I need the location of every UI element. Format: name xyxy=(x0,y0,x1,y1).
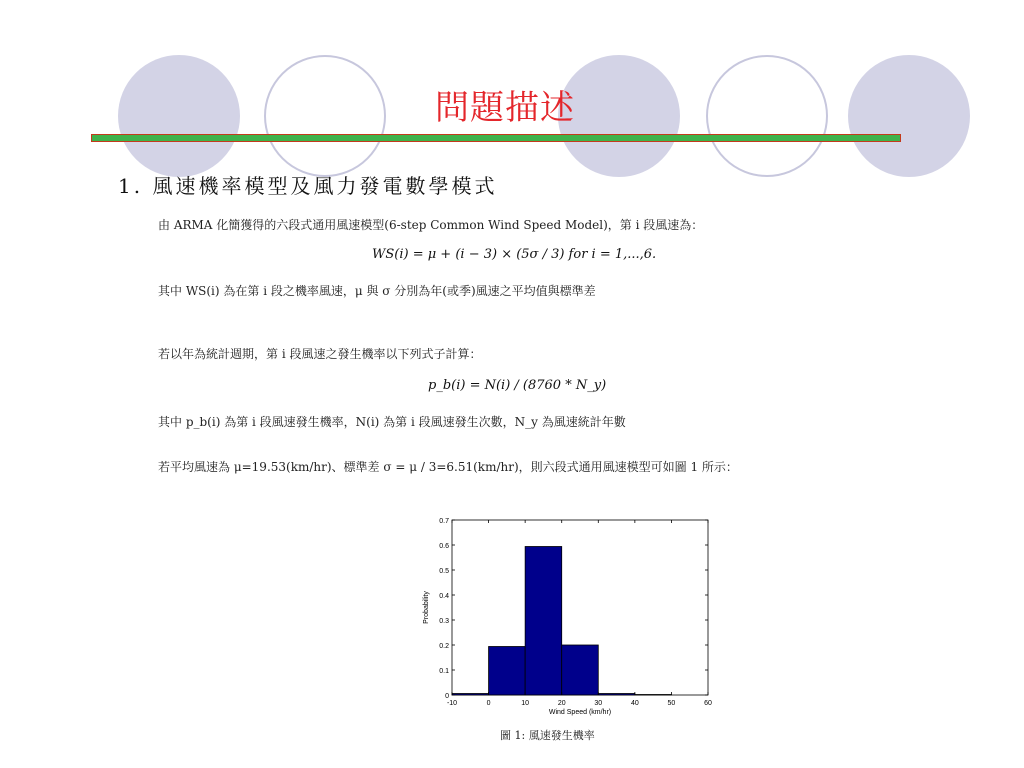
paragraph-example-values: 若平均風速為 μ=19.53(km/hr)、標準差 σ = μ / 3=6.51(km/hr)，則六段式通用風速模型可如圖 1 所示： xyxy=(158,460,738,474)
bar-0 xyxy=(452,694,489,696)
y-tick-label-6: 0.6 xyxy=(439,543,449,550)
chart-svg xyxy=(412,510,722,720)
y-tick-label-5: 0.5 xyxy=(439,568,449,575)
y-tick-label-0: 0 xyxy=(445,693,449,700)
paragraph-probability-intro: 若以年為統計週期，第 i 段風速之發生機率以下列式子計算： xyxy=(158,347,482,361)
paragraph-pb-definition: 其中 p_b(i) 為第 i 段風速發生機率，N(i) 為第 i 段風速發生次數，N_y 為風速統計年數 xyxy=(158,415,626,429)
y-tick-label-2: 0.2 xyxy=(439,643,449,650)
wind-speed-probability-chart xyxy=(412,510,722,720)
bar-4 xyxy=(598,694,635,696)
equation-wind-speed: WS(i) = μ + (i − 3) × (5σ / 3) for i = 1,...,6. xyxy=(372,247,657,262)
title-underline-bar xyxy=(91,134,901,142)
decor-circle-2 xyxy=(264,55,386,177)
x-tick-label-1: 0 xyxy=(486,700,491,707)
slide-title: 問題描述 xyxy=(435,88,575,128)
section-heading: 1. 風速機率模型及風力發電數學模式 xyxy=(118,174,498,198)
bar-1 xyxy=(489,647,526,696)
x-tick-label-3: 20 xyxy=(557,700,566,707)
bar-3 xyxy=(562,645,599,695)
decor-circle-4 xyxy=(706,55,828,177)
bar-2 xyxy=(525,547,562,696)
paragraph-model-intro: 由 ARMA 化簡獲得的六段式通用風速模型(6-step Common Wind Speed Model)，第 i 段風速為： xyxy=(158,218,704,232)
bar-5 xyxy=(635,695,672,696)
x-axis-label: Wind Speed (km/hr) xyxy=(548,709,612,716)
x-tick-label-6: 50 xyxy=(667,700,676,707)
x-tick-label-7: 60 xyxy=(704,700,712,707)
paragraph-ws-definition: 其中 WS(i) 為在第 i 段之機率風速，μ 與 σ 分別為年(或季)風速之平均值與標準差 xyxy=(158,284,596,298)
decor-circle-5 xyxy=(848,55,970,177)
y-tick-label-4: 0.4 xyxy=(439,593,449,600)
x-tick-label-2: 10 xyxy=(521,700,530,707)
decor-circle-1 xyxy=(118,55,240,177)
x-tick-label-4: 30 xyxy=(594,700,603,707)
equation-probability: p_b(i) = N(i) / (8760 * N_y) xyxy=(428,378,607,393)
y-axis-label: Probability xyxy=(423,591,430,624)
y-tick-label-3: 0.3 xyxy=(439,618,449,625)
x-tick-label-5: 40 xyxy=(630,700,639,707)
y-tick-label-1: 0.1 xyxy=(439,668,449,675)
y-tick-label-7: 0.7 xyxy=(439,518,449,525)
figure-caption: 圖 1: 風速發生機率 xyxy=(500,729,595,742)
x-tick-label-0: -10 xyxy=(446,700,458,707)
